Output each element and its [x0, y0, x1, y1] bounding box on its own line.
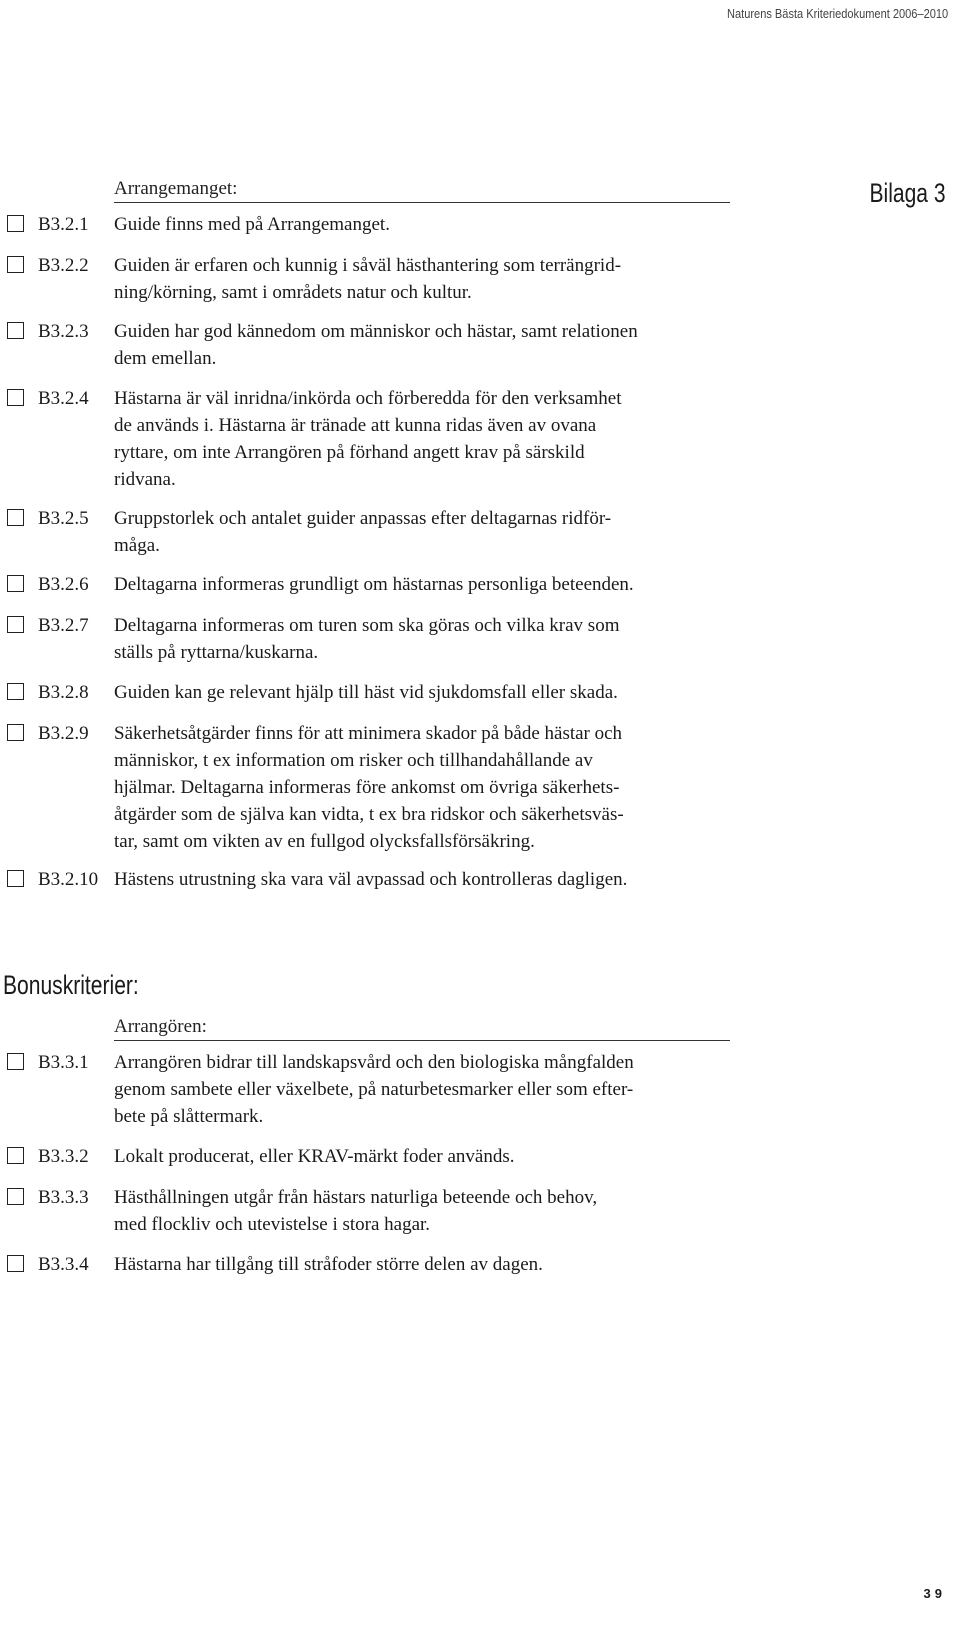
criterion-text: [114, 385, 730, 493]
criterion-checkbox[interactable]: [7, 509, 24, 526]
criterion-text: [114, 1143, 730, 1170]
criterion-checkbox[interactable]: [7, 215, 24, 232]
criterion-text-line: ning/körning, samt i områdets natur och kultur.: [114, 282, 472, 303]
criterion-text-line: Lokalt producerat, eller KRAV-märkt foder används.: [114, 1146, 515, 1167]
criterion-text-line: människor, t ex information om risker och tillhandahållande av: [114, 750, 593, 771]
criterion-checkbox[interactable]: [7, 1255, 24, 1272]
criterion-text: [114, 505, 730, 559]
criterion-text-line: Gruppstorlek och antalet guider anpassas efter deltagarnas ridför-: [114, 508, 612, 529]
criterion-code: B3.2.8: [38, 682, 89, 703]
criterion-text-line: genom sambete eller växelbete, på naturbetesmarker eller som efter-: [114, 1079, 634, 1100]
criterion-checkbox[interactable]: [7, 322, 24, 339]
criterion-text: [114, 252, 730, 306]
criterion-text: [114, 571, 730, 598]
criterion-text: [114, 866, 730, 893]
criterion-text-line: Guiden kan ge relevant hjälp till häst vid sjukdomsfall eller skada.: [114, 682, 618, 703]
criterion-checkbox[interactable]: [7, 724, 24, 741]
criterion-text-line: tar, samt om vikten av en fullgod olycksfallsförsäkring.: [114, 831, 535, 852]
criterion-text: [114, 318, 730, 372]
criterion-text: [114, 612, 730, 666]
criterion-text-line: ryttare, om inte Arrangören på förhand angett krav på särskild: [114, 442, 585, 463]
criterion-code: B3.2.7: [38, 615, 89, 636]
page-number: 39: [923, 1586, 946, 1601]
criterion-text-line: Hästarna har tillgång till stråfoder större delen av dagen.: [114, 1254, 543, 1275]
bonus-title: Bonuskriterier:: [3, 970, 139, 1000]
criterion-text-line: Hästhållningen utgår från hästars naturliga beteende och behov,: [114, 1187, 598, 1208]
criterion-code: B3.3.2: [38, 1146, 89, 1167]
criterion-text: [114, 720, 730, 855]
criterion-text-line: Arrangören bidrar till landskapsvård och den biologiska mångfalden: [114, 1052, 634, 1073]
criterion-code: B3.3.4: [38, 1254, 89, 1275]
criterion-text: [114, 1251, 730, 1278]
criterion-text-line: Hästens utrustning ska vara väl avpassad och kontrolleras dagligen.: [114, 869, 628, 890]
criterion-text-line: ställs på ryttarna/kuskarna.: [114, 642, 319, 663]
criterion-text-line: Deltagarna informeras om turen som ska göras och vilka krav som: [114, 615, 620, 636]
criterion-code: B3.2.1: [38, 214, 89, 235]
criterion-text-line: bete på slåttermark.: [114, 1106, 264, 1127]
criterion-text-line: Säkerhetsåtgärder finns för att minimera skador på både hästar och: [114, 723, 623, 744]
criterion-checkbox[interactable]: [7, 683, 24, 700]
criterion-text-line: ridvana.: [114, 469, 176, 490]
criterion-text-line: åtgärder som de själva kan vidta, t ex bra ridskor och säkerhetsväs-: [114, 804, 624, 825]
criterion-text-line: måga.: [114, 535, 160, 556]
criterion-text-line: med flockliv och utevistelse i stora hagar.: [114, 1214, 431, 1235]
criterion-code: B3.2.6: [38, 574, 89, 595]
criterion-checkbox[interactable]: [7, 616, 24, 633]
criterion-checkbox[interactable]: [7, 1147, 24, 1164]
criterion-text-line: Guiden är erfaren och kunnig i såväl hästhantering som terrängrid-: [114, 255, 622, 276]
criterion-text: [114, 1049, 730, 1130]
criterion-text-line: Hästarna är väl inridna/inkörda och förberedda för den verksamhet: [114, 388, 622, 409]
criterion-checkbox[interactable]: [7, 256, 24, 273]
criterion-checkbox[interactable]: [7, 1053, 24, 1070]
criterion-checkbox[interactable]: [7, 575, 24, 592]
section-heading-arrangoren: Arrangören:: [114, 1016, 730, 1041]
criterion-code: B3.3.3: [38, 1187, 89, 1208]
criterion-code: B3.2.10: [38, 869, 99, 890]
section-heading-arrangemanget: Arrangemanget:: [114, 178, 730, 203]
criterion-checkbox[interactable]: [7, 1188, 24, 1205]
criterion-code: B3.2.4: [38, 388, 89, 409]
running-header: Naturens Bästa Kriteriedokument 2006–2010: [726, 6, 948, 21]
appendix-label: Bilaga 3: [869, 178, 946, 208]
criterion-text-line: Guiden har god kännedom om människor och hästar, samt relationen: [114, 321, 638, 342]
criterion-text: [114, 1184, 730, 1238]
criterion-code: B3.2.2: [38, 255, 89, 276]
criterion-text-line: dem emellan.: [114, 348, 217, 369]
criterion-text-line: hjälmar. Deltagarna informeras före ankomst om övriga säkerhets-: [114, 777, 620, 798]
criterion-text-line: de används i. Hästarna är tränade att kunna ridas även av ovana: [114, 415, 597, 436]
criterion-text: [114, 679, 730, 706]
criterion-code: B3.2.3: [38, 321, 89, 342]
criterion-text-line: Deltagarna informeras grundligt om hästarnas personliga beteenden.: [114, 574, 634, 595]
criterion-text-line: Guide finns med på Arrangemanget.: [114, 214, 390, 235]
criterion-code: B3.2.5: [38, 508, 89, 529]
criterion-text: [114, 211, 730, 238]
criterion-checkbox[interactable]: [7, 389, 24, 406]
criterion-code: B3.3.1: [38, 1052, 89, 1073]
criterion-code: B3.2.9: [38, 723, 89, 744]
criterion-checkbox[interactable]: [7, 870, 24, 887]
